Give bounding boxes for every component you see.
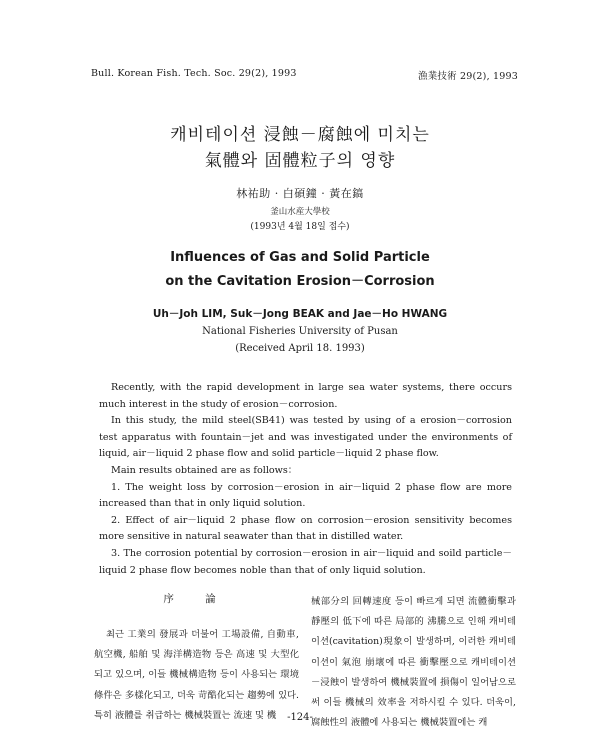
journal-citation-header-korean: 漁業技術 29(2), 1993 bbox=[418, 71, 518, 82]
affiliation-korean: 釜山水産大學校 bbox=[270, 207, 330, 217]
abstract-paragraph: Main results obtained are as follows： bbox=[111, 464, 298, 476]
abstract-paragraph: 1. The weight loss by corrosion－erosion in air－liquid 2 phase flow are more increased than that in only liquid solution. bbox=[99, 481, 512, 510]
abstract-paragraph: 2. Effect of air－liquid 2 phase flow on corrosion－erosion sensitivity becomes more sensitive in natural seawater than that in distilled water. bbox=[99, 514, 512, 543]
body-column-left bbox=[94, 592, 299, 726]
received-date-korean: (1993년 4월 18일 접수) bbox=[250, 222, 350, 232]
journal-citation-header: Bull. Korean Fish. Tech. Soc. 29(2), 1993 bbox=[91, 68, 297, 79]
abstract-paragraph: In this study, the mild steel(SB41) was tested by using of a erosion－corrosion test apparatus with fountain－jet and was investigated under the environments of liquid, air－liquid 2 phase flow and solid particle－liquid 2 phase flow. bbox=[99, 415, 512, 460]
body-paragraph: 械部分의 回轉速度 등이 빠르게 되면 流體衝擊과 靜壓의 低下에 따른 局部的 沸騰으로 인해 캐비테이션(cavitation)現象이 발생하며, 이러한 캐비테이션이 氣泡 崩壞에 따른 衝擊壓으로 캐비테이션－浸蝕이 발생하여 機械裝置에 損傷이 일어남으로써 이들 機械의 效率을 저하시킬 수 있다. 더욱이, 腐蝕性의 液體에 사용되는 機械裝置에는 캐 bbox=[311, 596, 516, 729]
abstract bbox=[99, 380, 512, 579]
korean-title-line-1: 캐비테이션 浸蝕－腐蝕에 미치는 bbox=[170, 125, 430, 145]
affiliation-english: National Fisheries University of Pusan bbox=[202, 326, 398, 337]
abstract-paragraph: Recently, with the rapid development in large sea water systems, there occurs much interest in the study of erosion－corrosion. bbox=[99, 382, 512, 410]
english-title-line-2: on the Cavitation Erosion－Corrosion bbox=[165, 274, 435, 289]
section-heading-introduction: 序 論 bbox=[163, 593, 230, 605]
page-number: -124- bbox=[287, 712, 313, 723]
korean-title-line-2: 氣體와 固體粒子의 영향 bbox=[204, 151, 396, 171]
received-date-english: (Received April 18. 1993) bbox=[235, 343, 365, 354]
authors-korean: 林祐助 · 白碩鐘 · 黃在鎬 bbox=[236, 187, 364, 200]
abstract-paragraph: 3. The corrosion potential by corrosion－erosion in air－liquid and soild particle－liquid 2 phase flow becomes noble than that of only liquid solution. bbox=[99, 547, 512, 576]
authors-english: Uh－Joh LIM, Suk－Jong BEAK and Jae－Ho HWANG bbox=[152, 308, 448, 320]
body-paragraph: 최근 工業의 發展과 더불어 工場設備, 自動車, 航空機, 船舶 및 海洋構造物 등은 高速 및 大型化되고 있으며, 이들 機械構造物 등이 사용되는 環境條件은 多樣化되고, 더욱 苛酷化되는 趨勢에 있다. 특히 液體를 취급하는 機械裝置는 流速 및 機 bbox=[94, 629, 299, 721]
english-title-line-1: Influences of Gas and Solid Particle bbox=[170, 250, 430, 265]
